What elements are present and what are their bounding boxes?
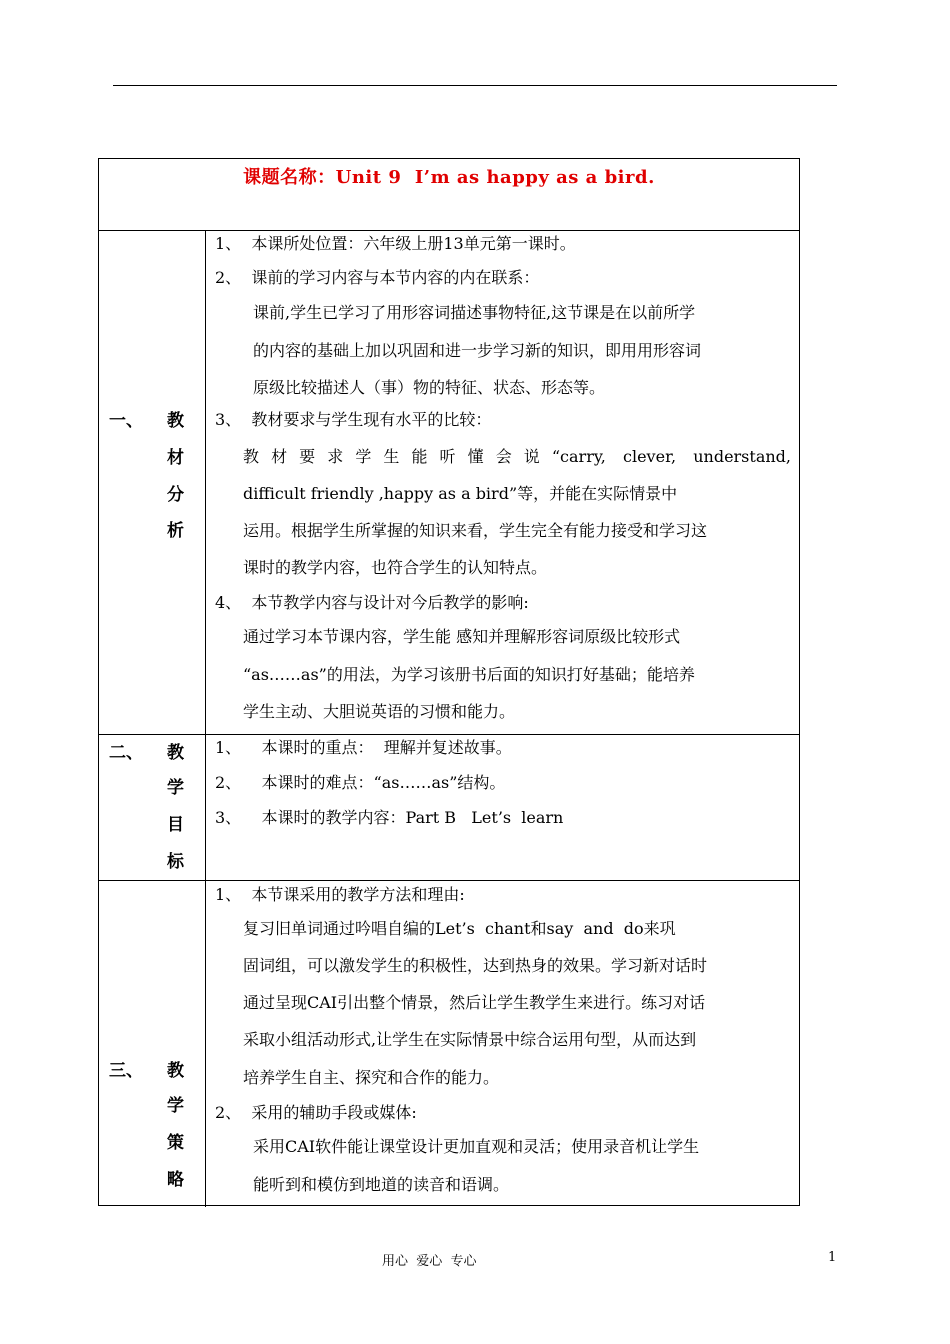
section-3-line: 2、 采用的辅助手段或媒体: <box>215 1103 417 1122</box>
section-1-line: 课时的教学内容，也符合学生的认知特点。 <box>243 558 548 577</box>
section-1-line: 原级比较描述人（事）物的特征、状态、形态等。 <box>253 378 606 397</box>
section-3-label-char: 教 <box>167 1061 184 1081</box>
column-divider <box>205 230 206 1207</box>
section-2-label-char: 目 <box>167 815 184 835</box>
section-2-line: 1、 本课时的重点： 理解并复述故事。 <box>215 738 512 757</box>
section-2-line: 2、 本课时的难点：“as……as”结构。 <box>215 773 506 792</box>
section-3-label-char: 策 <box>167 1133 184 1153</box>
section-1-line: 2、 课前的学习内容与本节内容的内在联系： <box>215 268 540 287</box>
section-3-label-char: 学 <box>167 1096 184 1116</box>
section-1-line: “as……as”的用法，为学习该册书后面的知识打好基础；能培养 <box>243 665 695 684</box>
page-number: 1 <box>828 1250 837 1265</box>
section-1-number: 一、 <box>109 411 143 431</box>
section-3-line: 能听到和模仿到地道的读音和语调。 <box>253 1175 510 1194</box>
section-3-line: 固词组，可以激发学生的积极性，达到热身的效果。学习新对话时 <box>243 956 708 975</box>
section-1-label-char: 材 <box>167 448 184 468</box>
section-1-line: 1、 本课所处位置：六年级上册13单元第一课时。 <box>215 234 576 253</box>
section-1-line: 教材要求学生能听懂会说“carry, clever, understand, <box>243 447 791 466</box>
section-1-line: 的内容的基础上加以巩固和进一步学习新的知识，即用用形容词 <box>253 341 702 360</box>
lesson-table <box>98 158 800 1206</box>
row-divider <box>99 734 799 735</box>
section-1-line: 3、 教材要求与学生现有水平的比较： <box>215 410 492 429</box>
section-3-line: 复习旧单词通过吟唱自编的Let’s chant和say and do来巩 <box>243 919 676 938</box>
section-1-label-char: 析 <box>167 521 184 541</box>
section-2-line: 3、 本课时的教学内容：Part B Let’s learn <box>215 808 564 827</box>
section-2-number: 二、 <box>109 743 143 763</box>
section-1-line: 运用。根据学生所掌握的知识来看，学生完全有能力接受和学习这 <box>243 521 708 540</box>
section-1-line: difficult friendly ,happy as a bird”等，并能在实际情景中 <box>243 484 678 503</box>
section-3-line: 培养学生自主、探究和合作的能力。 <box>243 1068 500 1087</box>
header-rule <box>113 85 837 86</box>
section-1-label-char: 分 <box>167 485 184 505</box>
section-1-line: 通过学习本节课内容，学生能 感知并理解形容词原级比较形式 <box>243 627 681 646</box>
section-1-line: 课前,学生已学习了用形容词描述事物特征,这节课是在以前所学 <box>253 303 696 322</box>
section-2-label-char: 标 <box>167 852 184 872</box>
section-1-line: 4、 本节教学内容与设计对今后教学的影响: <box>215 593 529 612</box>
section-1-label-char: 教 <box>167 411 184 431</box>
section-3-line: 通过呈现CAI引出整个情景，然后让学生教学生来进行。练习对话 <box>243 993 706 1012</box>
section-3-number: 三、 <box>109 1061 143 1081</box>
section-2-label-char: 学 <box>167 778 184 798</box>
section-3-label-char: 略 <box>167 1170 184 1190</box>
row-divider <box>99 880 799 881</box>
section-2-label-char: 教 <box>167 743 184 763</box>
lesson-title: 课题名称：Unit 9 I’m as happy as a bird. <box>243 167 655 188</box>
section-3-line: 1、 本节课采用的教学方法和理由: <box>215 885 465 904</box>
row-divider <box>99 230 799 231</box>
footer-text: 用心 爱心 专心 <box>382 1254 477 1269</box>
section-3-line: 采用CAI软件能让课堂设计更加直观和灵活；使用录音机让学生 <box>253 1137 700 1156</box>
section-1-line: 学生主动、大胆说英语的习惯和能力。 <box>243 702 516 721</box>
section-3-line: 采取小组活动形式,让学生在实际情景中综合运用句型，从而达到 <box>243 1030 697 1049</box>
